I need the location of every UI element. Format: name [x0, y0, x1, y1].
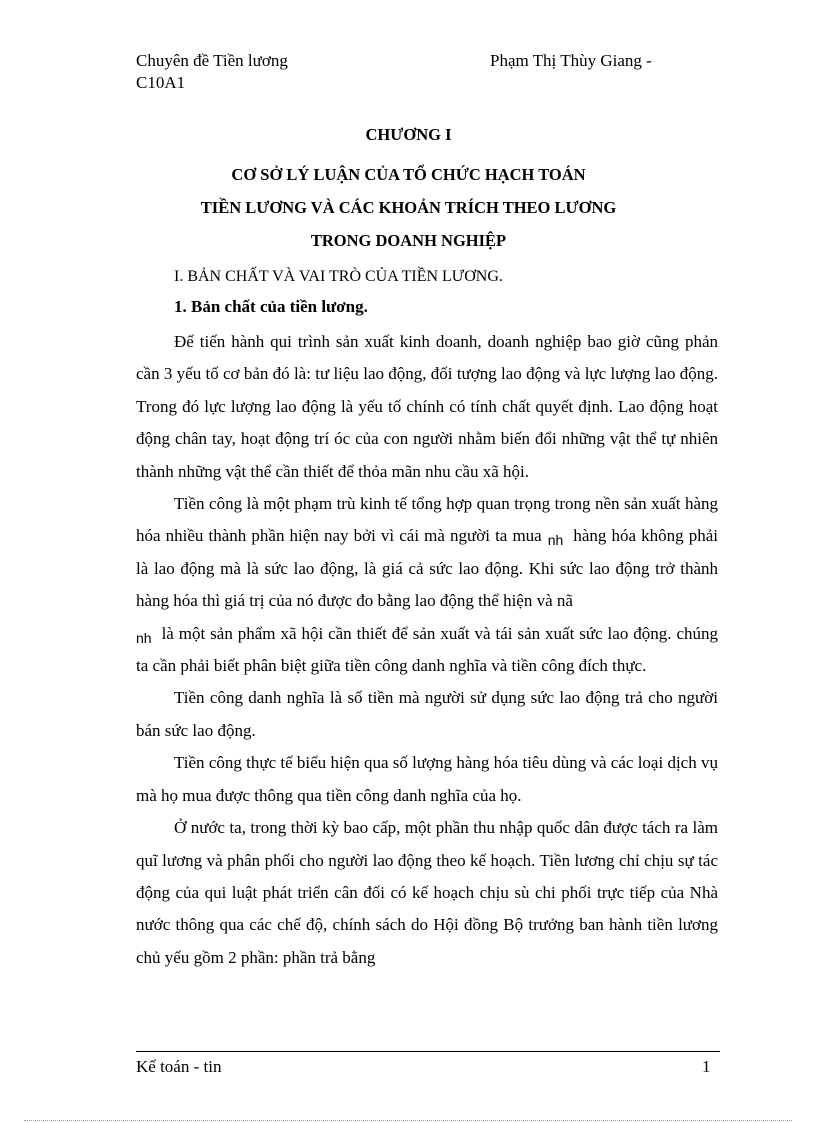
body-text [136, 326, 718, 974]
subsection-heading: 1. Bản chất của tiền lương. [174, 297, 368, 316]
header-topic: Chuyên đề Tiền lương [136, 51, 288, 70]
paragraph-2 [136, 488, 718, 682]
footer-department: Kế toán - tin [136, 1057, 222, 1076]
paragraph-5: Ở nước ta, trong thời kỳ bao cấp, một phần thu nhập quốc dân được tách ra làm quĩ lương và phân phối cho người lao động theo kế hoạch. Tiền lương chỉ chịu sự tác động của qui luật phát triển cân đối có kế hoạch chịu sù chi phối trực tiếp của Nhà nước thông qua các chế độ, chính sách do Hội đồng Bộ trưởng ban hành tiền lương chủ yếu gồm 2 phần: phần trả bằng [136, 818, 718, 967]
chapter-title-line-1: CƠ SỞ LÝ LUẬN CỦA TỔ CHỨC HẠCH TOÁN [231, 165, 586, 184]
header-class: C10A1 [136, 73, 186, 92]
stray-mark: nh [547, 532, 564, 549]
chapter-title-line-2: TIỀN LƯƠNG VÀ CÁC KHOẢN TRÍCH THEO LƯƠNG [200, 198, 617, 217]
page-bottom-dotted-edge [24, 1120, 792, 1121]
section-heading: I. BẢN CHẤT VÀ VAI TRÒ CỦA TIỀN LƯƠNG. [174, 268, 503, 285]
paragraph-1: Để tiến hành qui trình sản xuất kinh doanh, doanh nghiệp bao giờ cũng phản cần 3 yếu tố cơ bản đó là: tư liệu lao động, đối tượng lao động và lực lượng lao động. Trong đó lực lượng lao động là yếu tố chính có tính chất quyết định. Lao động hoạt động chân tay, hoạt động trí óc của con người nhằm biến đổi những vật thể tự nhiên thành những vật thể cần thiết để thỏa mãn nhu cầu xã hội. [136, 332, 718, 481]
paragraph-4: Tiền công thực tế biểu hiện qua số lượng hàng hóa tiêu dùng và các loại dịch vụ mà họ mua được thông qua tiền công danh nghĩa của họ. [136, 753, 718, 805]
paragraph-2-part-c: là một sản phẩm xã hội cần thiết để sản xuất và tái sản xuất sức lao động. chúng ta cần phải biết phân biệt giữa tiền công danh nghĩa và tiền công đích thực. [136, 623, 718, 676]
chapter-title-line-3: TRONG DOANH NGHIỆP [310, 231, 507, 250]
chapter-number: CHƯƠNG I [365, 125, 452, 144]
paragraph-2-part-b: hàng hóa không phải là lao động mà là sức lao động, là giá cả sức lao động. Khi sức lao động trở thành hàng hóa thì giá trị của nó được đo bằng lao động thể hiện và nã [136, 526, 718, 611]
footer-divider [136, 1051, 720, 1052]
header-author: Phạm Thị Thùy Giang - [490, 51, 652, 70]
page-number: 1 [702, 1057, 711, 1076]
paragraph-3: Tiền công danh nghĩa là số tiền mà người sử dụng sức lao động trả cho người bán sức lao động. [136, 688, 718, 740]
paragraph-2-part-a: Tiền công là một phạm trù kinh tế tổng hợp quan trọng trong nền sản xuất hàng hóa nhiều thành phần hiện nay bởi vì cái mà người ta mua [136, 494, 718, 546]
stray-mark: nh [136, 629, 152, 646]
